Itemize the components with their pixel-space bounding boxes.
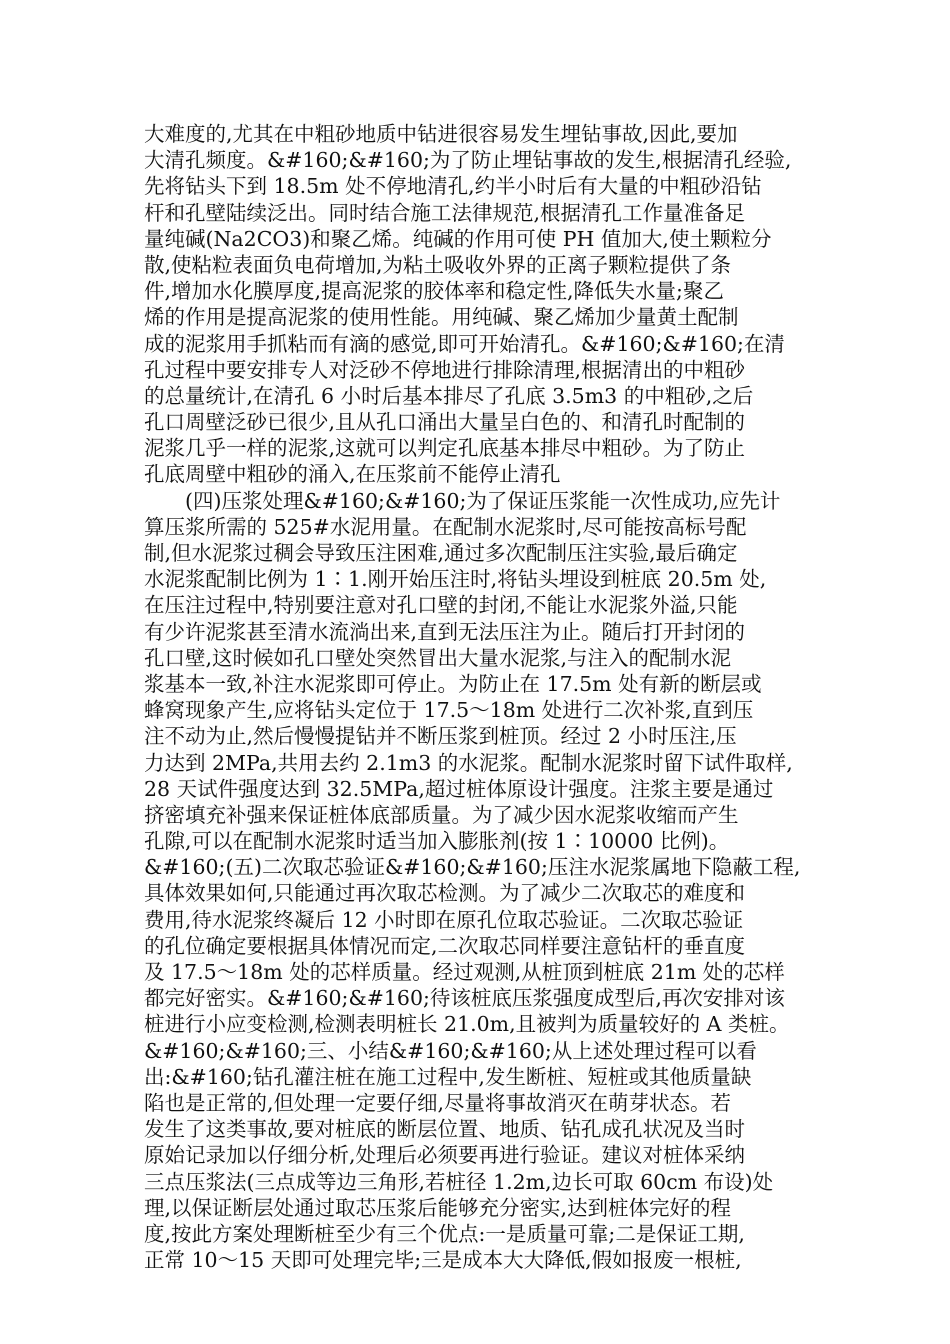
text-line: 散,使粘粒表面负电荷增加,为粘土吸收外界的正离子颗粒提供了条 [144,252,732,277]
text-line: 先将钻头下到 18.5m 处不停地清孔,约半小时后有大量的中粗砂沿钻 [144,174,762,199]
text-line: 都完好密实。&#160;&#160;待该桩底压浆强度成型后,再次安排对该 [144,986,785,1011]
text-line: 有少许泥浆甚至清水流淌出来,直到无法压注为止。随后打开封闭的 [144,619,746,644]
text-line: 的孔位确定要根据具体情况而定,二次取芯同样要注意钻杆的垂直度 [144,933,746,958]
text-line: 大清孔频度。&#160;&#160;为了防止埋钻事故的发生,根据清孔经验, [144,148,792,173]
body-text [144,121,816,1273]
text-line: 度,按此方案处理断桩至少有三个优点:一是质量可靠;二是保证工期, [144,1221,745,1246]
text-line: 陷也是正常的,但处理一定要仔细,尽量将事故消灭在萌芽状态。若 [144,1090,732,1115]
text-line: 量纯碱(Na2CO3)和聚乙烯。纯碱的作用可使 PH 值加大,使土颗粒分 [144,226,772,251]
text-line: 桩进行小应变检测,检测表明桩长 21.0m,且被判为质量较好的 A 类桩。 [144,1012,790,1037]
text-line: 28 天试件强度达到 32.5MPa,超过桩体原设计强度。注浆主要是通过 [144,776,774,801]
text-line: 制,但水泥浆过稠会导致压注困难,通过多次配制压注实验,最后确定 [144,541,738,565]
text-line: 大难度的,尤其在中粗砂地质中钻进很容易发生埋钻事故,因此,要加 [144,122,738,146]
text-line: 原始记录加以仔细分析,处理后必须要再进行验证。建议对桩体采纳 [144,1143,746,1168]
text-line: 算压浆所需的 525#水泥用量。在配制水泥浆时,尽可能按高标号配 [144,514,747,539]
text-line: 烯的作用是提高泥浆的使用性能。用纯碱、聚乙烯加少量黄土配制 [144,305,739,330]
text-line: 出:&#160;钻孔灌注桩在施工过程中,发生断桩、短桩或其他质量缺 [144,1064,752,1089]
text-line: 挤密填充补强来保证桩体底部质量。为了减少因水泥浆收缩而产生 [144,802,739,827]
text-line: 成的泥浆用手抓粘而有滴的感觉,即可开始清孔。&#160;&#160;在清 [144,331,785,356]
text-line: 孔口壁,这时候如孔口壁处突然冒出大量水泥浆,与注入的配制水泥 [144,645,732,670]
text-line: 孔隙,可以在配制水泥浆时适当加入膨胀剂(按 1∶10000 比例)。 [144,829,730,854]
text-line: 孔底周壁中粗砂的涌入,在压浆前不能停止清孔 [144,462,561,487]
text-line: 孔口周壁泛砂已很少,且从孔口涌出大量呈白色的、和清孔时配制的 [144,410,746,435]
text-line: 件,增加水化膜厚度,提高泥浆的胶体率和稳定性,降低失水量;聚乙 [144,279,724,304]
text-line: 具体效果如何,只能通过再次取芯检测。为了减少二次取芯的难度和 [144,881,746,906]
text-line: 杆和孔壁陆续泛出。同时结合施工法律规范,根据清孔工作量准备足 [144,200,746,225]
text-line: 泥浆几乎一样的泥浆,这就可以判定孔底基本排尽中粗砂。为了防止 [144,436,746,461]
text-line: &#160;&#160;三、小结&#160;&#160;从上述处理过程可以看 [144,1038,757,1063]
text-line: 水泥浆配制比例为 1∶1.刚开始压注时,将钻头埋设到桩底 20.5m 处, [144,567,767,592]
text-line: &#160;(五)二次取芯验证&#160;&#160;压注水泥浆属地下隐蔽工程, [144,855,801,880]
text-line: 及 17.5～18m 处的芯样质量。经过观测,从桩顶到桩底 21m 处的芯样 [144,960,785,984]
text-line: 的总量统计,在清孔 6 小时后基本排尽了孔底 3.5m3 的中粗砂,之后 [144,383,754,408]
text-line: 蜂窝现象产生,应将钻头定位于 17.5～18m 处进行二次补浆,直到压 [144,698,754,723]
text-line: 注不动为止,然后慢慢提钻并不断压浆到桩顶。经过 2 小时压注,压 [144,724,737,749]
text-line: 正常 10～15 天即可处理完毕;三是成本大大降低,假如报废一根桩, [144,1248,742,1273]
text-line: 三点压浆法(三点成等边三角形,若桩径 1.2m,边长可取 60cm 布设)处 [144,1169,774,1194]
text-line: 费用,待水泥浆终凝后 12 小时即在原孔位取芯验证。二次取芯验证 [144,907,744,932]
text-line: 力达到 2MPa,共用去约 2.1m3 的水泥浆。配制水泥浆时留下试件取样, [144,750,793,775]
text-line: (四)压浆处理&#160;&#160;为了保证压浆能一次性成功,应先计 [144,488,781,513]
text-line: 在压注过程中,特别要注意对孔口壁的封闭,不能让水泥浆外溢,只能 [144,593,738,618]
text-line: 理,以保证断层处通过取芯压浆后能够充分密实,达到桩体完好的程 [144,1195,732,1220]
text-line: 发生了这类事故,要对桩底的断层位置、地质、钻孔成孔状况及当时 [144,1117,746,1142]
text-line: 孔过程中要安排专人对泛砂不停地进行排除清理,根据清出的中粗砂 [144,357,746,382]
text-line: 浆基本一致,补注水泥浆即可停止。为防止在 17.5m 处有新的断层或 [144,671,762,696]
